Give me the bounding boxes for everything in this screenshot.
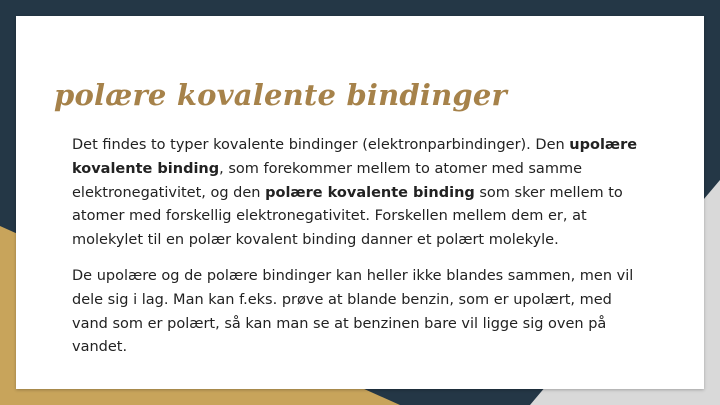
term-polar-covalent: polære kovalente binding (265, 184, 475, 201)
slide-card (16, 16, 704, 389)
slide-title: polære kovalente bindinger (54, 78, 508, 112)
term-nonpolar-covalent: upolære kovalente binding (72, 137, 638, 177)
slide-body (72, 134, 647, 372)
paragraph-1-part-1: Det findes to typer kovalente bindinger (elektronparbindinger). Den (72, 137, 570, 153)
paragraph-1-part-2: , som forekommer mellem to atomer med samme elektronegativitet, og den (72, 160, 582, 201)
paragraph-1-part-3: som sker mellem to atomer med forskellig elektronegativitet. Forskellen mellem dem er, at molekylet til en polær kovalent binding danner et polært molekyle. (72, 184, 623, 249)
paragraph-2: De upolære og de polære bindinger kan heller ikke blandes sammen, men vil dele sig i lag. Man kan f.eks. prøve at blande benzin, som er upolært, med vand som er polært, så kan man se at benzinen bare vil ligge sig oven på vandet. (72, 267, 634, 356)
paragraph-1 (72, 134, 647, 253)
